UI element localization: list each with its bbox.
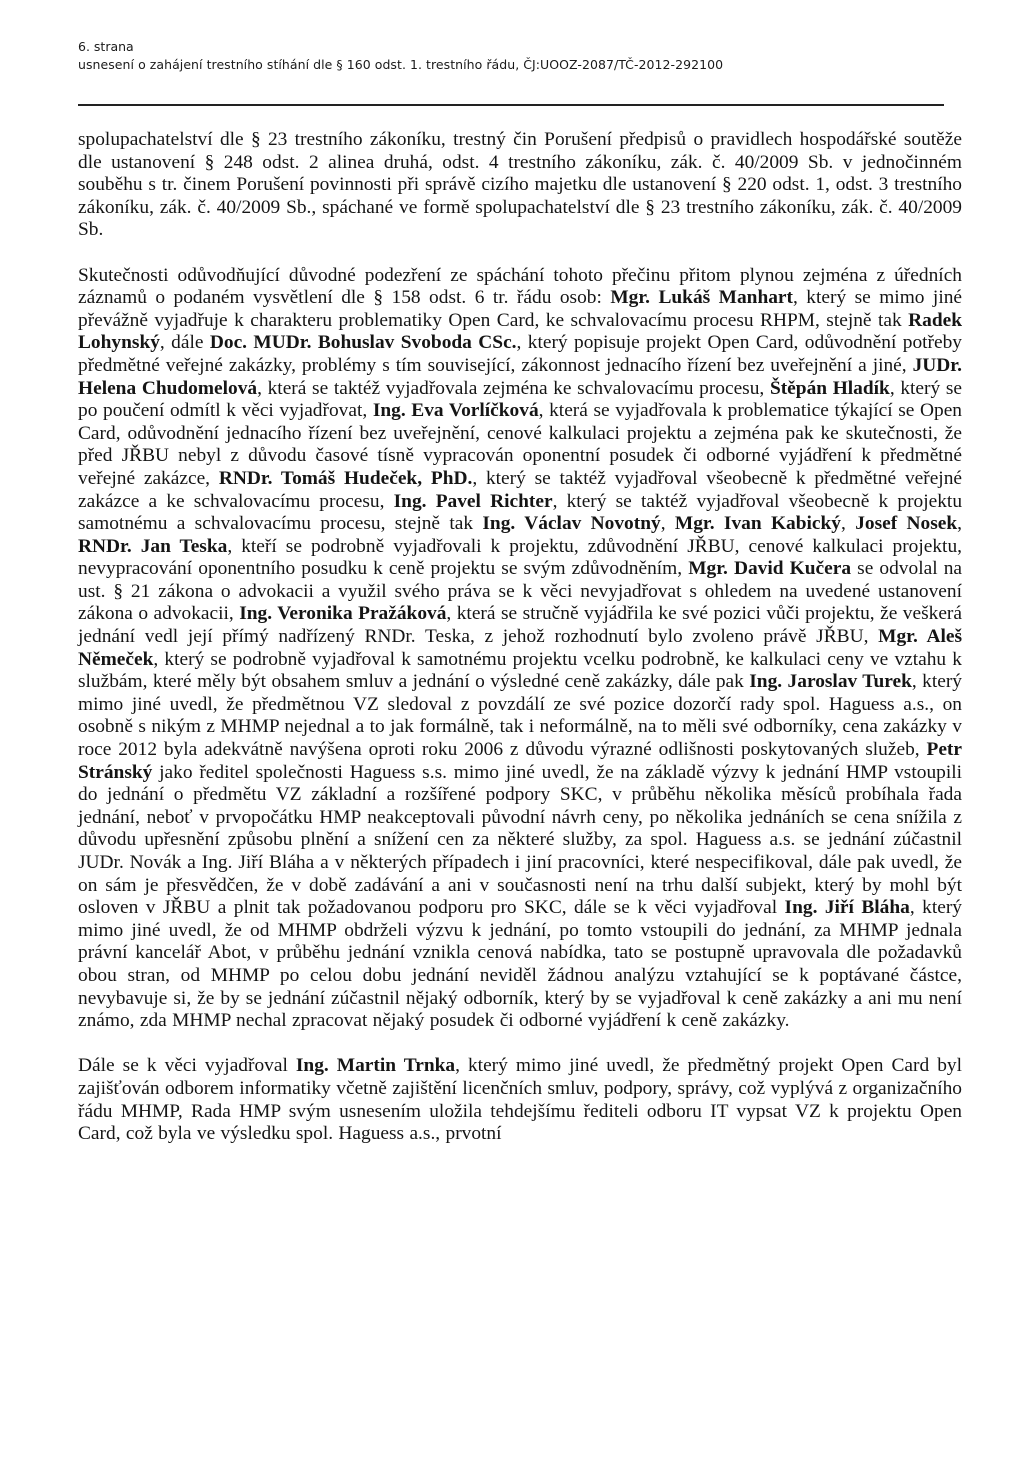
person-name: Ing. Veronika Pražáková xyxy=(239,603,447,625)
text-run: , kteří se podrobně vyjadřovali k projektu, zdůvodnění JŘBU, cenové kalkulaci projektu, nevypracování oponentního posudku k ceně projektu se svým zdůvodněním, xyxy=(78,535,962,580)
text-run: , xyxy=(660,513,675,535)
person-name: RNDr. Tomáš Hudeček, PhD. xyxy=(218,467,473,489)
text-run: , která se vyjadřovala k problematice týkající se Open Card, odůvodnění jednacího řízení bez uveřejnění, cenové kalkulaci projektu a zejména pak ke skutečnosti, že před JŘBU nebyl z důvodu časové tísně vypracován oponentní posudek či odborné vyjádření k předmětné veřejné zakázce, xyxy=(78,400,962,489)
paragraph-3 xyxy=(78,1055,962,1145)
person-name: Ing. Jaroslav Turek xyxy=(749,671,912,693)
person-name: Štěpán Hladík xyxy=(769,377,890,399)
person-name: Radek Lohynský xyxy=(78,309,962,354)
person-name: Ing. Václav Novotný xyxy=(482,513,661,535)
person-name: Ing. Jiří Bláha xyxy=(784,897,910,919)
text-run: , který se po poučení odmítl k věci vyjadřovat, xyxy=(78,377,962,422)
text-run: , který mimo jiné uvedl, že předmětný projekt Open Card byl zajišťován odborem informatiky včetně zajištění licenčních smluv, podpory, správy, což vyplývá z organizačního řádu MHMP, Rada HMP svým usnesením uložila tehdejšímu řediteli odboru IT vypsat VZ k projektu Open Card, což byla ve výsledku spol. Haguess a.s., prvotní xyxy=(78,1055,962,1145)
person-name: Ing. Eva Vorlíčková xyxy=(372,400,539,422)
person-name: Mgr. Lukáš Manhart xyxy=(610,287,793,309)
document-body xyxy=(78,129,962,1146)
person-name: JUDr. Helena Chudomelová xyxy=(78,354,962,399)
person-name: Doc. MUDr. Bohuslav Svoboda CSc. xyxy=(209,332,517,354)
person-name: Petr Stránský xyxy=(78,739,962,783)
person-name: Mgr. Ivan Kabický xyxy=(674,513,841,535)
paragraph-2 xyxy=(78,265,962,1033)
text-run: , který se mimo jiné převážně vyjadřuje k charakteru problematiky Open Card, ke schvalovacímu procesu RHPM, stejně tak xyxy=(78,287,963,331)
text-run: se odvolal na ust. § 21 zákona o advokacii a využil svého práva se k věci nevyjadřovat s ohledem na uvedené ustanovení zákona o advokacii, xyxy=(78,558,962,625)
person-name: Ing. Pavel Richter xyxy=(393,490,553,512)
text-run: , který popisuje projekt Open Card, odůvodnění potřeby předmětné veřejné zakázky, problémy s tím související, zákonnost jednacího řízení bez uveřejnění a jiné, xyxy=(78,332,963,376)
person-name: Ing. Martin Trnka xyxy=(295,1055,456,1077)
document-reference: usnesení o zahájení trestního stíhání dle § 160 odst. 1. trestního řádu, ČJ:UOOZ-2087/TČ-2012-292100 xyxy=(78,57,724,72)
text-run: , který se taktéž vyjadřoval všeobecně k předmětné veřejné zakázce a ke schvalovacímu procesu, xyxy=(78,467,962,512)
text-run: , xyxy=(841,513,856,535)
text-run: Skutečnosti odůvodňující důvodné podezření ze spáchání tohoto přečinu přitom plynou zejména z úředních záznamů o podaném vysvětlení dle § 158 odst. 6 tr. řádu osob: xyxy=(78,264,962,309)
text-run: , který mimo jiné uvedl, že od MHMP obdrželi výzvu k jednání, po tomto vstoupili do jednání, za MHMP jednala právní kancelář Abot, v průběhu jednání vznikla cenová nabídka, tato se postupně upravovala dle požadavků obou stran, od MHMP po celou dobu jednání neviděl žádnou analýzu vztahující se k poptávané částce, nevybavuje si, že by se jednání zúčastnil nějaký odborník, který by se vyjadřoval k ceně zakázky a ani mu není známo, zda MHMP nechal zpracovat nějaký posudek či odborné vyjádření k ceně zakázky. xyxy=(78,897,962,1032)
person-name: Mgr. David Kučera xyxy=(688,558,852,580)
text-run: , který se podrobně vyjadřoval k samotnému projektu vcelku podrobně, ke kalkulaci ceny ve vztahu k službám, které měly být obsahem smluv a jednání o výsledné ceně zakázky, dále pak xyxy=(78,648,962,693)
text-run: , který mimo jiné uvedl, že předmětnou VZ sledoval z povzdálí ze své pozice dozorčí rady spol. Haguess a.s., on osobně s nikým z MHMP nejednal a to jak formálně, tak i neformálně, na to měli své odborníky, cena zakázky v roce 2012 byla adekvátně navýšena oproti roku 2006 z důvodu výrazné odlišnosti poskytovaných služeb, xyxy=(78,671,962,761)
text-run: spolupachatelství dle § 23 trestního zákoníku, trestný čin Porušení předpisů o pravidlech hospodářské soutěže dle ustanovení § 248 odst. 2 alinea druhá, odst. 4 trestního zákoníku, zák. č. 40/2009 Sb. v jednočinném souběhu s tr. činem Porušení povinnosti při správě cizího majetku dle ustanovení § 220 odst. 1, odst. 3 trestního zákoníku, zák. č. 40/2009 Sb., spáchané ve formě spolupachatelství dle § 23 trestního zákoníku, zák. č. 40/2009 Sb. xyxy=(78,129,962,241)
person-name: Josef Nosek xyxy=(855,513,958,535)
page-number: 6. strana xyxy=(78,39,134,54)
page-header xyxy=(78,38,948,74)
text-run: , xyxy=(957,513,963,535)
text-run: , který se taktéž vyjadřoval všeobecně k projektu samotnému a schvalovacímu procesu, stejně tak xyxy=(78,490,963,535)
person-name: Mgr. Aleš Němeček xyxy=(78,626,962,670)
text-run: jako ředitel společnosti Haguess s.s. mimo jiné uvedl, že na základě výzvy k jednání HMP vstoupili do jednání o předmětu VZ základní a rozšířené podpory SKC, v průběhu několika měsíců probíhala řada jednání, neboť v prvopočátku HMP neakceptovali původní návrh ceny, po několika jednáních se cena snížila z důvodu upřesnění způsobu plnění a snížení cen za některé služby, za spol. Haguess a.s. se jednání zúčastnil JUDr. Novák a Ing. Jiří Bláha a v některých případech i jiní pracovníci, které nespecifikoval, dále pak uvedl, že on sám je přesvědčen, že v době zadávání a ani v současnosti není na trhu další subjekt, který by mohl být osloven v JŘBU a plnit tak požadovanou podporu pro SKC, dále se k věci vyjadřoval xyxy=(78,761,962,919)
text-run: , která se taktéž vyjadřovala zejména ke schvalovacímu procesu, xyxy=(257,377,770,399)
person-name: RNDr. Jan Teska xyxy=(78,535,228,557)
text-run: Dále se k věci vyjadřoval xyxy=(78,1055,296,1077)
paragraph-1 xyxy=(78,129,962,242)
header-divider xyxy=(78,104,944,106)
text-run: , která se stručně vyjádřila ke své pozici vůči projektu, že veškerá jednání vedl její přímý nadřízený RNDr. Teska, z jehož rozhodnutí bylo zvoleno právě JŘBU, xyxy=(78,603,962,648)
text-run: , dále xyxy=(159,332,210,354)
